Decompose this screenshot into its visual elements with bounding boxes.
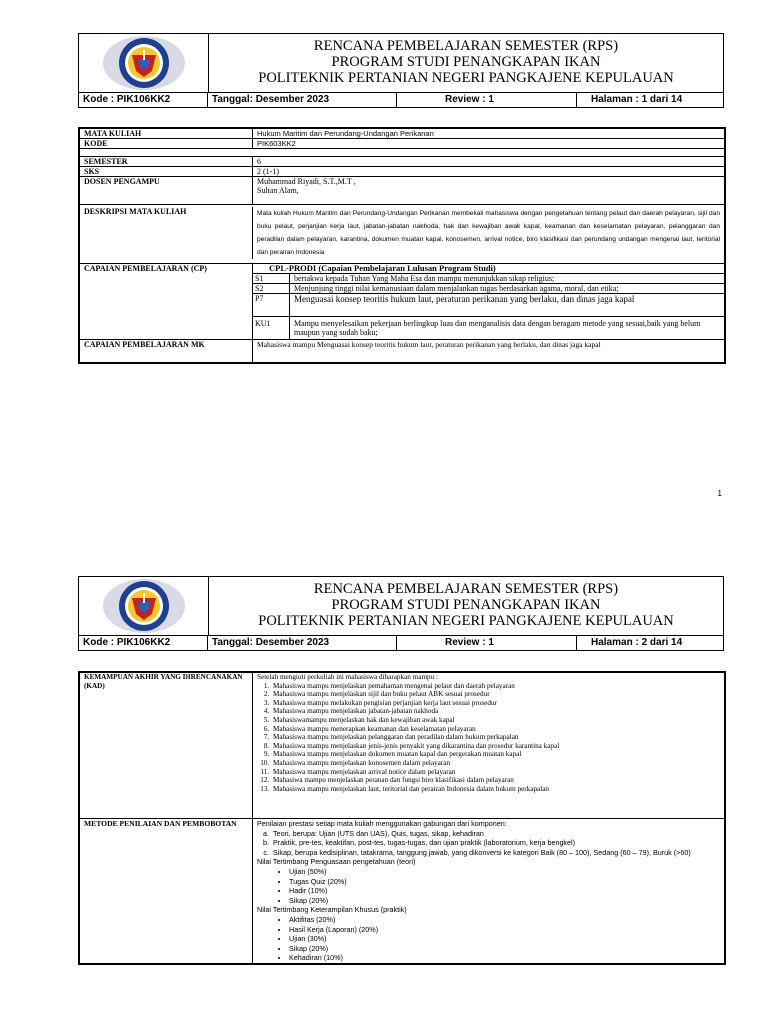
list-item: a. Teori, berupa: Ujian (UTS dan UAS), Quis, tugas, sikap, kehadiran xyxy=(271,829,720,839)
list-item: 4. Mahasiswa mampu menjelaskan jabatan-jabatan nakhoda xyxy=(271,707,720,716)
document-header xyxy=(78,576,724,651)
title-line-1: RENCANA PEMBELAJARAN SEMESTER (RPS) xyxy=(313,38,619,54)
mata-kuliah-value: Hukum Maritim dan Perundang-Undangan Perikanan xyxy=(257,129,434,138)
kode-value: PIK603KK2 xyxy=(257,139,296,148)
metode-list xyxy=(257,829,720,858)
table-row xyxy=(80,673,724,819)
tanggal-field: Tanggal: Desember 2023 xyxy=(208,93,397,107)
list-item: • Hadir (10%) xyxy=(289,886,720,896)
list-item: 12. Mahasiwa mampu menjelaskan peranan dan fungsi biro klasifikasi dalam pelayaran xyxy=(271,776,720,785)
table-row xyxy=(80,177,724,205)
assessment-table xyxy=(78,671,726,965)
list-item: • Sikap (20%) xyxy=(289,896,720,906)
semester-label: SEMESTER xyxy=(80,157,253,166)
kode-field: Kode : PIK106KK2 xyxy=(79,636,208,650)
list-item: 7. Mahasiswa mampu menjelaskan pelanggaran dan peradilan dalam hukum perkapalan xyxy=(271,733,720,742)
document-title xyxy=(209,577,723,635)
kad-list xyxy=(257,682,720,794)
list-item: • Hasil Kerja (Laporan) (20%) xyxy=(289,925,720,935)
table-row xyxy=(80,167,724,177)
list-item: • Tugas Quiz (20%) xyxy=(289,877,720,887)
dosen-name-2: Sultan Alam, xyxy=(257,186,299,195)
kad-intro: Setelah mengiuti perkuliah ini mahasiswa diharapkan mampu : xyxy=(257,673,439,681)
table-row xyxy=(80,340,724,362)
dosen-name-1: Muhammad Riyadi, S.T.,M.T , xyxy=(257,177,356,186)
metode-label: METODE PENILAIAN DAN PEMBOBOTAN xyxy=(80,819,253,963)
title-line-2: PROGRAM STUDI PENANGKAPAN IKAN xyxy=(331,597,601,613)
cpl-text: Menjunjung tinggi nilai kemanusiaan dalam menjalankan tugas berdasarkan agama, moral, dan etika; xyxy=(294,284,619,293)
table-row xyxy=(80,139,724,149)
title-line-1: RENCANA PEMBELAJARAN SEMESTER (RPS) xyxy=(313,581,619,597)
halaman-field: Halaman : 1 dari 14 xyxy=(591,94,683,105)
title-line-2: PROGRAM STUDI PENANGKAPAN IKAN xyxy=(331,54,601,70)
table-row xyxy=(80,819,724,963)
document-title xyxy=(209,34,723,92)
list-item: 2. Mahasiswa mampu menjelaskan sijil dan buku pelaut ABK sesuai prosedur xyxy=(271,690,720,699)
sks-label: SKS xyxy=(80,167,253,176)
list-item: • Sikap (20%) xyxy=(289,944,720,954)
document-header xyxy=(78,33,724,108)
list-item: 13. Mahasiswa mampu menjelaskan laut, teritorial dan perairan Indonesia dalam hukum perkapalan xyxy=(271,785,720,794)
deskripsi-label: DESKRIPSI MATA KULIAH xyxy=(80,207,253,259)
list-item: • Aktifitas (20%) xyxy=(289,915,720,925)
cpl-code: P7 xyxy=(253,294,290,316)
cpmk-label: CAPAIAN PEMBELAJARAN MK xyxy=(80,340,253,362)
cpl-text: bertakwa kepada Tuhan Yang Maha Esa dan mampu menunjukkan sikap religius; xyxy=(294,274,555,283)
list-item: • Ujian (30%) xyxy=(289,934,720,944)
table-row xyxy=(80,205,724,264)
list-item: • Kehadiran (10%) xyxy=(289,953,720,963)
list-item: • Ujian (50%) xyxy=(289,867,720,877)
page-number: 1 xyxy=(717,489,722,498)
kode-label: KODE xyxy=(80,139,253,148)
review-field: Review : 1 xyxy=(397,93,577,107)
table-row xyxy=(80,129,724,139)
table-row xyxy=(80,264,724,340)
list-item: 1. Mahasiswa mampu menjelaskan pemahaman mengenai pelaut dan daerah pelayaran xyxy=(271,682,720,691)
list-item: 10. Mahasiswa mampu menjelaskan konosemen dalam pelayaran xyxy=(271,759,720,768)
title-line-3: POLITEKNIK PERTANIAN NEGERI PANGKAJENE KEPULAUAN xyxy=(258,613,674,629)
tanggal-field: Tanggal: Desember 2023 xyxy=(208,636,397,650)
list-item: 11. Mahasiswa mampu menjelaskan arrival notice dalam pelayaran xyxy=(271,768,720,777)
list-item: 3. Mahasiswa mampu melakukan pengisian perjanjian kerja laut sesuai prosedur xyxy=(271,699,720,708)
kad-label: KEMAMPUAN AKHIR YANG DIRENCANAKAN (KAD) xyxy=(80,673,253,818)
cpl-code: S1 xyxy=(253,274,290,283)
cpl-item xyxy=(253,283,724,293)
cpl-text: Mampu menyelesaikan pekerjaan berlingkup luas dan menganalisis data dengan beragam metode yang sesuai,baik yang belum maupun yang sudah baku; xyxy=(294,319,701,337)
table-row xyxy=(80,156,724,167)
title-line-3: POLITEKNIK PERTANIAN NEGERI PANGKAJENE KEPULAUAN xyxy=(258,70,674,86)
cpl-item xyxy=(253,316,724,339)
cpl-item xyxy=(253,293,724,316)
list-item: 6. Mahasiswa mampu menerapkan keamanan dan keselamatan pelayaran xyxy=(271,725,720,734)
teori-list xyxy=(257,867,720,905)
institution-logo xyxy=(79,577,209,635)
kode-field: Kode : PIK106KK2 xyxy=(79,93,208,107)
cpl-heading: CPL-PRODI (Capaian Pembelajaran Lulusan Program Studi) xyxy=(269,263,496,273)
list-item: 9. Mahasiswa mampu menjelaskan dokumen muatan kapal dan pergerakan muatan kapal xyxy=(271,750,720,759)
dosen-label: DOSEN PENGAMPU xyxy=(80,177,253,204)
review-field: Review : 1 xyxy=(397,636,577,650)
metode-intro: Penilaian prestasi setiap mata kuliah menggunakan gabungan dari komponen: xyxy=(257,819,507,828)
cpl-code: KU1 xyxy=(253,317,290,339)
cpl-item xyxy=(253,273,724,283)
cpl-code: S2 xyxy=(253,284,290,293)
praktik-list xyxy=(257,915,720,963)
teori-heading: Nilai Tertimbang Penguasaan pengetahuan (teori) xyxy=(257,857,416,867)
list-item: 5. Mahasiswamampu menjelaskan hak dan kewajiban awak kapal xyxy=(271,716,720,725)
list-item: 8. Mahasiswa mampu menjelaskan jenis-jenis penyakit yang dikarantina dan prosedur karantina kapal xyxy=(271,742,720,751)
list-item: c. Sikap, berupa kedisiplinan, tatakrama, tanggung jawab, yang dikonversi ke kategori Baik (80 – 100), Sedang (60 – 79), Buruk (>60) xyxy=(271,848,720,858)
sks-value: 2 (1-1) xyxy=(257,167,279,176)
praktik-heading: Nilai Tertimbang Keterampilan Khusus (praktik) xyxy=(257,905,407,915)
semester-value: 6 xyxy=(257,157,261,166)
halaman-field: Halaman : 2 dari 14 xyxy=(591,637,683,648)
cpmk-value: Mahasiswa mampu Menguasai konsep teoritis hukum laut, peraturan perikanan yang berlaku, dan dinas jaga kapal xyxy=(257,340,601,349)
cp-label: CAPAIAN PEMBELAJARAN (CP) xyxy=(80,264,253,339)
institution-logo xyxy=(79,34,209,92)
course-info-table xyxy=(78,127,726,364)
list-item: b. Praktik, pre-tes, keaktifan, post-tes, tugas-tugas, dan ujian praktik (laboratorium, kerja bengkel) xyxy=(271,838,720,848)
mata-kuliah-label: MATA KULIAH xyxy=(80,129,253,138)
deskripsi-value: Mata kuliah Hukum Maritim dan Perundang-Undangan Perikanan membekali mahasiswa dengan pengetahuan tentang pelaut dan daerah pelayaran, sijil dan buku pelaut, perjanjian kerja laut, jabatan-jabatan nakhoda, hak dan kewajiban awak kapal, keamanan dan keselamatan pelayaran, pelanggaran dan peradilan dalam pelayaran, karantina, dokumen muatan kapal, konosemen, arrival notice, biro klasifikasi dan perundang undangan mengenai laut, teritorial dan perairan Indonesia xyxy=(257,210,720,256)
cpl-text: Menguasai konsep teoritis hukum laut, peraturan perikanan yang berlaku, dan dinas jaga kapal xyxy=(294,294,635,304)
